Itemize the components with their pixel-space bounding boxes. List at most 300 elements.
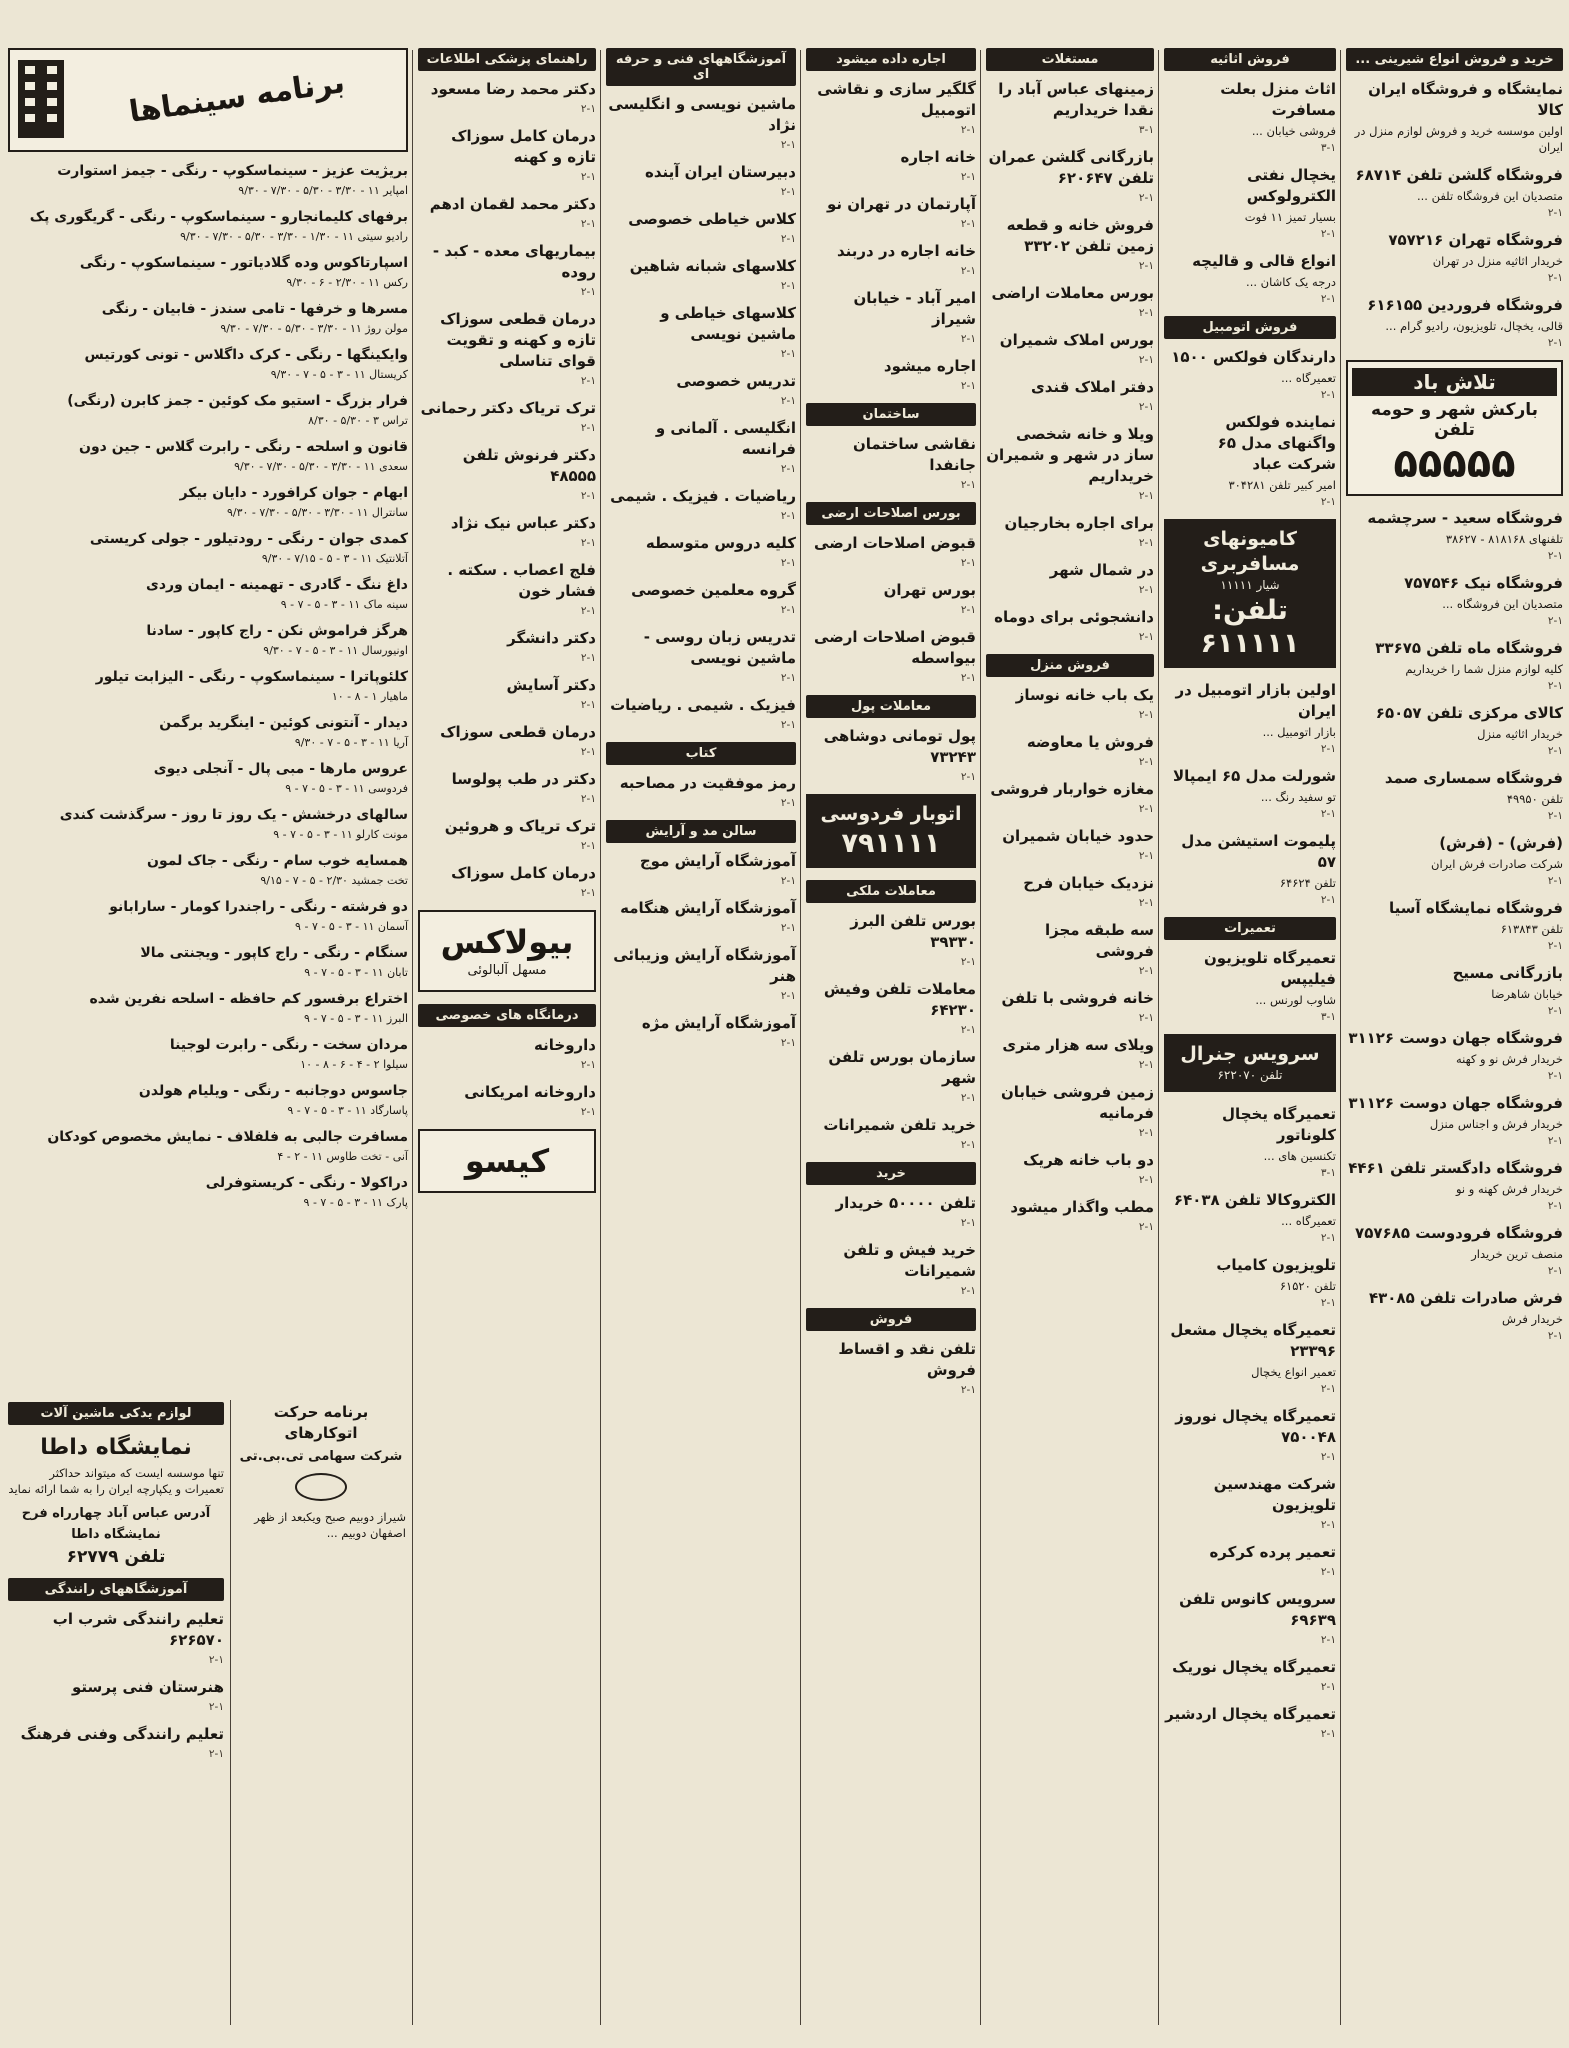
ad-title: درمان کامل سوزاک تازه و کهنه	[451, 127, 596, 166]
banner-phone: ۵۵۵۵۵	[1393, 441, 1516, 487]
film-showtimes: فردوسی ۱۱ - ۳ - ۵ - ۷ - ۹	[285, 782, 408, 795]
ad-code: ۲-۱	[780, 604, 796, 616]
column-heading: فروش اتومبیل	[1164, 316, 1336, 339]
ad-code: ۲-۱	[1138, 354, 1154, 366]
ad-title: ویلا و خانه شخصی ساز در شهر و شمیران خریداریم	[986, 425, 1154, 485]
ad-code: ۲-۱	[1547, 550, 1563, 562]
column-heading: بورس اصلاحات ارضی	[806, 502, 976, 525]
ad-title: تدریس خصوصی	[676, 372, 796, 390]
ad-title: فروشگاه جهان دوست ۳۱۱۲۶	[1348, 1029, 1563, 1047]
classified-ad	[418, 241, 596, 299]
film-title: همسایه خوب سام - رنگی - جاک لمون	[147, 853, 408, 869]
ad-title: بیماریهای معده - کبد - روده	[432, 242, 596, 281]
ad-body: تلفن ۴۹۹۵۰	[1506, 792, 1563, 806]
classified-ad	[606, 773, 796, 810]
ad-title: هنرستان فنی پرستو	[72, 1678, 224, 1696]
ad-title: فروشگاه ماه تلفن ۳۳۶۷۵	[1375, 639, 1563, 657]
film-title: مسرها و خرفها - تامی سندز - فابیان - رنگی	[101, 301, 408, 317]
classified-ad	[418, 513, 596, 550]
ad-title: نمایشگاه و فروشگاه ایران کالا	[1368, 80, 1563, 119]
ad-title: فروشگاه گلشن تلفن ۶۸۷۱۴	[1355, 166, 1563, 184]
ad-title: دانشجوئی برای دوماه	[994, 608, 1154, 626]
ad-body: تنها موسسه ایست که میتواند حداکثر تعمیرات و یکپارچه ایران را به شما ارائه نماید	[8, 1466, 224, 1496]
classified-ad	[806, 580, 976, 617]
ad-body: درجه یک کاشان ...	[1246, 275, 1336, 289]
classified-ad	[1164, 1104, 1336, 1180]
ad-title: درمان قطعی سوزاک	[440, 723, 596, 741]
ad-code: ۲-۱	[960, 1217, 976, 1229]
film-showtimes: تابان ۱۱ - ۳ - ۵ - ۷ - ۹	[304, 966, 408, 979]
ad-title: نمایشگاه داطا	[40, 1435, 192, 1460]
column-furniture-trade	[1342, 48, 1567, 2028]
film-listing	[8, 1082, 408, 1118]
classified-ad	[418, 863, 596, 900]
ad-code: ۲-۱	[960, 333, 976, 345]
ad-code: ۲-۱	[960, 771, 976, 783]
ad-title: مغازه خواربار فروشی	[990, 780, 1154, 798]
classified-ad	[1346, 295, 1563, 350]
moving-company-box	[806, 794, 976, 868]
film-listing	[8, 714, 408, 750]
ad-body: بسیار تمیز ۱۱ فوت	[1244, 210, 1336, 224]
ad-code: ۲-۱	[1547, 1070, 1563, 1082]
film-listing	[8, 162, 408, 198]
ad-code: ۲-۱	[960, 604, 976, 616]
ad-code: ۲-۱	[1320, 1297, 1336, 1309]
classified-ad	[986, 920, 1154, 978]
classified-ad	[986, 873, 1154, 910]
ad-code: ۲-۱	[1138, 490, 1154, 502]
column-sales-repairs	[1160, 48, 1340, 2028]
column-heading: فروش منزل	[986, 654, 1154, 677]
classified-ad	[986, 560, 1154, 597]
classified-ad	[1164, 1474, 1336, 1532]
film-title: جاسوس دوجانبه - رنگی - ویلیام هولدن	[138, 1083, 408, 1099]
transport-ad-box	[1164, 519, 1336, 668]
classified-ad	[1346, 1158, 1563, 1213]
ad-title: تعمیرگاه یخچال اردشیر	[1165, 1705, 1336, 1723]
box-subtitle: شیار ۱۱۱۱۱	[1220, 578, 1280, 592]
classified-ad	[986, 79, 1154, 137]
ad-code: ۲-۱	[580, 887, 596, 899]
ad-title: خرید تلفن شمیرانات	[823, 1116, 976, 1134]
ad-title: تعمیرگاه یخچال نوروز ۷۵۰۰۴۸	[1175, 1407, 1336, 1446]
classified-ad	[1346, 165, 1563, 220]
ad-title: قبوض اصلاحات ارضی بیواسطه	[814, 628, 976, 667]
ad-code: ۲-۱	[960, 479, 976, 491]
box-title: کامیونهای مسافربری	[1200, 528, 1300, 575]
classified-ad	[1164, 831, 1336, 907]
classified-ad	[418, 675, 596, 712]
ad-title: کلاسهای خیاطی و ماشین نویسی	[660, 304, 796, 343]
column-rule	[1340, 50, 1341, 2025]
film-showtimes: رکس ۱۱ - ۲/۳۰ - ۶ - ۹/۳۰	[286, 276, 408, 289]
ad-code: ۲-۱	[1547, 1135, 1563, 1147]
column-education	[602, 48, 800, 2028]
cinema-programme-header	[8, 48, 408, 152]
brand-logo: بیولاکس	[440, 923, 574, 961]
ad-code: ۲-۱	[580, 746, 596, 758]
classified-ad	[1346, 1093, 1563, 1148]
ad-body: امیر کبیر تلفن ۳۰۴۲۸۱	[1228, 478, 1336, 492]
ad-title: بازرگانی مسیح	[1452, 964, 1563, 982]
column-rule	[1158, 50, 1159, 2025]
column-heading: راهنمای پزشکی اطلاعات	[418, 48, 596, 71]
classified-ad	[8, 1677, 224, 1714]
ad-code: ۲-۱	[1547, 337, 1563, 349]
ad-code: ۲-۱	[780, 463, 796, 475]
ad-body: قالی، یخچال، تلویزیون، رادیو گرام ...	[1385, 319, 1563, 333]
film-title: کلئوپاترا - سینماسکوپ - رنگی - الیزابت تیلور	[95, 669, 408, 685]
classified-ad	[1164, 1320, 1336, 1396]
film-title: قانون و اسلحه - رنگی - رابرت گلاس - جین دون	[79, 439, 408, 455]
ad-title: فروشگاه دادگستر تلفن ۴۴۶۱	[1348, 1159, 1563, 1177]
classified-ad	[986, 283, 1154, 320]
laxative-ad	[418, 910, 596, 992]
ad-title: (فرش) - (فرش)	[1439, 834, 1563, 852]
ad-code: ۲-۱	[1320, 1383, 1336, 1395]
ad-code: ۲-۱	[1320, 389, 1336, 401]
classified-ad	[1164, 948, 1336, 1024]
ad-title: دکتر در طب پولوسا	[451, 770, 596, 788]
film-showtimes: آتلانتیک ۱۱ - ۳ - ۵ - ۷/۱۵ - ۹/۳۰	[261, 552, 408, 565]
film-title: مردان سخت - رنگی - رابرت لوجینا	[169, 1037, 408, 1053]
classified-ad	[986, 377, 1154, 414]
ad-title: بورس املاک شمیران	[999, 331, 1154, 349]
classified-ad	[418, 398, 596, 435]
film-showtimes: امپایر ۱۱ - ۳/۳۰ - ۵/۳۰ - ۷/۳۰ - ۹/۳۰	[238, 184, 408, 197]
ad-title: فروشگاه سعید - سرچشمه	[1367, 509, 1563, 527]
classified-ad	[418, 816, 596, 853]
ad-code: ۲-۱	[1138, 1127, 1154, 1139]
film-showtimes: کریستال ۱۱ - ۳ - ۵ - ۷ - ۹/۳۰	[270, 368, 408, 381]
ad-code: ۲-۱	[780, 233, 796, 245]
ad-title: فروشگاه سمساری صمد	[1384, 769, 1563, 787]
film-showtimes: پاسارگاد ۱۱ - ۳ - ۵ - ۷ - ۹	[287, 1104, 408, 1117]
ad-code: ۲-۱	[1138, 401, 1154, 413]
column-heading: لوازم یدکی ماشین آلات	[8, 1402, 224, 1425]
ad-title: سازمان بورس تلفن شهر	[828, 1048, 976, 1087]
general-service-box	[1164, 1034, 1336, 1092]
ad-code: ۲-۱	[1138, 260, 1154, 272]
ad-code: ۲-۱	[780, 186, 796, 198]
ad-title: دکتر عباس نیک نژاد	[450, 514, 596, 532]
ad-title: اولین بازار اتومبیل در ایران	[1175, 681, 1336, 720]
film-listing	[8, 622, 408, 658]
column-bus-schedule	[232, 1402, 410, 2022]
classified-ad	[1164, 79, 1336, 155]
film-showtimes: تخت جمشید ۲/۳۰ - ۵ - ۷ - ۹/۱۵	[260, 874, 408, 887]
ad-title: فروش یا معاوضه	[1026, 733, 1154, 751]
ad-code: ۲-۱	[780, 672, 796, 684]
ad-title: تعمیرگاه یخچال نوریک	[1172, 1658, 1336, 1676]
ad-code: ۲-۱	[960, 557, 976, 569]
film-listing	[8, 898, 408, 934]
classified-ad	[986, 330, 1154, 367]
ad-code: ۲-۱	[580, 840, 596, 852]
classified-ad	[986, 1082, 1154, 1140]
ad-title: آپارتمان در تهران نو	[826, 195, 976, 213]
film-showtimes: مولن روژ ۱۱ - ۳/۳۰ - ۵/۳۰ - ۷/۳۰ - ۹/۳۰	[220, 322, 408, 335]
ad-code: ۲-۱	[780, 348, 796, 360]
ad-title: فیزیک . شیمی . ریاضیات	[610, 696, 796, 714]
box-phone: تلفن: ۶۱۱۱۱۱	[1200, 595, 1300, 659]
ad-code: ۲-۱	[580, 699, 596, 711]
ad-title: اجاره میشود	[883, 357, 976, 375]
film-listing	[8, 1174, 408, 1210]
ad-code: ۲-۱	[1138, 1012, 1154, 1024]
ad-title: خانه فروشی با تلفن	[1001, 989, 1154, 1007]
classified-ad	[1164, 1255, 1336, 1310]
classified-ad	[1346, 963, 1563, 1018]
classified-ad	[418, 560, 596, 618]
ad-title: مطب واگذار میشود	[1010, 1198, 1154, 1216]
ad-body: خریدار فرش نو و کهنه	[1455, 1052, 1563, 1066]
ad-code: ۲-۱	[780, 922, 796, 934]
film-title: اختراع برفسور کم حافظه - اسلحه نفرین شده	[89, 991, 408, 1007]
brand-logo: کیسو	[464, 1142, 550, 1180]
ad-code: ۲-۱	[960, 265, 976, 277]
ad-body: منصف ترین خریدار	[1471, 1247, 1563, 1261]
classified-ad	[986, 1150, 1154, 1187]
ad-code: ۳-۱	[1320, 1167, 1336, 1179]
film-title: ابهام - جوان کرافورد - دایان بیکر	[179, 485, 408, 501]
ad-title: معاملات تلفن وفیش ۶۴۲۳۰	[823, 980, 976, 1019]
film-showtimes: آنی - تخت طاوس ۱۱ - ۲ - ۴	[277, 1150, 408, 1163]
classified-ad	[1164, 680, 1336, 756]
ad-title: دکتر آسایش	[506, 676, 596, 694]
ad-title: سرویس کانوس تلفن ۶۹۶۳۹	[1179, 1590, 1336, 1629]
ad-code: ۲-۱	[960, 1285, 976, 1297]
column-heading: معاملات پول	[806, 695, 976, 718]
classified-ad	[986, 607, 1154, 644]
classified-ad	[606, 851, 796, 888]
bus-schedule-title: برنامه حرکت اتوکارهای	[273, 1403, 369, 1442]
ad-title: رمز موفقیت در مصاحبه	[619, 774, 796, 792]
classified-ad	[806, 241, 976, 278]
ad-title: الکتروکالا تلفن ۶۴۰۳۸	[1173, 1191, 1336, 1209]
ad-title: تعلیم رانندگی شرب اب ۶۲۶۵۷۰	[52, 1610, 224, 1649]
classified-ad	[1346, 1288, 1563, 1343]
classified-ad	[1164, 766, 1336, 821]
ad-title: خانه اجاره در دربند	[837, 242, 976, 260]
classified-ad	[606, 1013, 796, 1050]
ad-body: خریدار فرش کهنه و نو	[1455, 1182, 1563, 1196]
ad-title: خرید فیش و تلفن شمیرانات	[843, 1241, 976, 1280]
film-title: کمدی جوان - رنگی - رودتیلور - جولی کریستی	[89, 531, 408, 547]
film-title: سالهای درخشش - یک روز تا روز - سرگذشت کندی	[59, 807, 408, 823]
ad-title: پول تومانی دوشاهی ۷۳۲۴۳	[823, 727, 976, 766]
classified-ad	[1346, 230, 1563, 285]
classified-ad	[606, 945, 796, 1003]
ad-code: ۲-۱	[1138, 1174, 1154, 1186]
classified-ad	[986, 732, 1154, 769]
ad-title: بازرگانی گلشن عمران تلفن ۶۲۰۶۴۷	[988, 148, 1154, 187]
classified-ad	[986, 424, 1154, 503]
ad-code: ۲-۱	[580, 286, 596, 298]
ad-code: ۲-۱	[1138, 631, 1154, 643]
ad-title: کالای مرکزی تلفن ۶۵۰۵۷	[1375, 704, 1563, 722]
column-real-estate	[982, 48, 1158, 2028]
ad-title: نزدیک خیابان فرح	[1023, 874, 1154, 892]
column-heading: آموزشگاههای رانندگی	[8, 1578, 224, 1601]
film-listing	[8, 990, 408, 1026]
film-listing	[8, 668, 408, 704]
ad-title: دکتر محمد لقمان ادهم	[429, 195, 596, 213]
ad-code: ۲-۱	[960, 672, 976, 684]
ad-code: ۲-۱	[1138, 537, 1154, 549]
ad-title: دو باب خانه هریک	[1023, 1151, 1154, 1169]
classified-ad	[1346, 508, 1563, 563]
ad-code: ۲-۱	[580, 652, 596, 664]
ad-title: فروشگاه فرودوست ۷۵۷۶۸۵	[1355, 1224, 1563, 1242]
classified-ad	[418, 126, 596, 184]
ad-title: زمین فروشی خیابان فرمانیه	[1000, 1083, 1154, 1122]
ad-title: تعمیرگاه یخچال کلوناتور	[1222, 1105, 1336, 1144]
film-title: مسافرت جالبی به فلفلاف - نمایش مخصوص کودکان	[47, 1129, 408, 1145]
film-showtimes: آریا ۱۱ - ۳ - ۵ - ۷ - ۹/۳۰	[294, 736, 408, 749]
ad-code: ۲-۱	[1547, 810, 1563, 822]
classified-ad	[606, 303, 796, 361]
ad-title: تلویزیون کامیاب	[1216, 1256, 1336, 1274]
ad-title: ترک تریاک دکتر رحمانی	[420, 399, 596, 417]
ad-code: ۲-۱	[780, 510, 796, 522]
ad-code: ۲-۱	[1138, 756, 1154, 768]
ad-body: شاوب لورنس ...	[1255, 993, 1336, 1007]
box-phone: ۷۹۱۱۱۱	[841, 828, 941, 859]
ad-title: درمان قطعی سوزاک تازه و کهنه و تقویت قوای تناسلی	[440, 310, 596, 370]
classified-ad	[1164, 1190, 1336, 1245]
ad-title: فروشگاه تهران ۷۵۷۲۱۶	[1388, 231, 1563, 249]
classified-ad	[606, 418, 796, 476]
film-strip-icon	[18, 60, 64, 138]
classified-ad	[986, 826, 1154, 863]
classified-ad	[606, 898, 796, 935]
ad-code: ۲-۱	[208, 1654, 224, 1666]
ad-body: بازار اتومبیل ...	[1262, 725, 1336, 739]
ad-code: ۳-۱	[1320, 1011, 1336, 1023]
ad-title: فرش صادرات تلفن ۴۳۰۸۵	[1368, 1289, 1563, 1307]
ad-code: ۲-۱	[1320, 1232, 1336, 1244]
ad-title: آموزشگاه آرایش مژه	[641, 1014, 796, 1032]
ad-code: ۲-۱	[580, 490, 596, 502]
banner-title: تلاش باد	[1352, 368, 1557, 396]
brand-tagline: مسهل آلبالوئی	[467, 963, 547, 978]
classified-ad	[606, 371, 796, 408]
ad-body: تلفنهای ۸۱۸۱۶۸ - ۳۸۶۲۷	[1445, 532, 1563, 546]
classified-ad	[806, 911, 976, 969]
ad-code: ۲-۱	[1138, 709, 1154, 721]
ad-body: کلیه لوازم منزل شما را خریداریم	[1405, 662, 1563, 676]
ad-code: ۲-۱	[1138, 584, 1154, 596]
ad-title: کلیه دروس متوسطه	[645, 534, 796, 552]
ad-body: خریدار اثاثیه منزل	[1477, 727, 1563, 741]
ad-body: تعمیر انواع یخچال	[1251, 1365, 1336, 1379]
column-heading: سالن مد و آرایش	[606, 820, 796, 843]
film-listing	[8, 1036, 408, 1072]
ad-code: ۲-۱	[1547, 745, 1563, 757]
ad-title: درمان کامل سوزاک	[451, 864, 596, 882]
ad-title: یک باب خانه نوساز	[1015, 686, 1154, 704]
film-listing	[8, 852, 408, 888]
ad-title: پلیموت استیشن مدل ۵۷	[1181, 832, 1336, 871]
classified-ad	[8, 1609, 224, 1667]
ad-body: خیابان شاهرضا	[1491, 987, 1563, 1001]
column-heading: فروش	[806, 1308, 976, 1331]
ad-code: ۲-۱	[1547, 207, 1563, 219]
classified-ad	[806, 533, 976, 570]
ad-code: ۲-۱	[580, 537, 596, 549]
ad-body: تو سفید رنگ ...	[1260, 790, 1336, 804]
ad-code: ۲-۱	[1320, 293, 1336, 305]
ad-title: فروشگاه نیک ۷۵۷۵۴۶	[1404, 574, 1563, 592]
ad-code: ۳-۱	[1320, 142, 1336, 154]
ad-title: آموزشگاه آرایش وزیبائی هنر	[613, 946, 796, 985]
column-heading: فروش اثاثیه	[1164, 48, 1336, 71]
ad-code: ۲-۱	[1320, 228, 1336, 240]
bus-logo-icon	[295, 1473, 347, 1501]
ad-title: دفتر املاک قندی	[1031, 378, 1154, 396]
classified-ad	[986, 1035, 1154, 1072]
ad-title: آموزشگاه آرایش هنگامه	[620, 899, 796, 917]
bus-company: شرکت سهامی تی.بی.تی	[239, 1449, 403, 1464]
ad-code: ۲-۱	[1547, 875, 1563, 887]
ad-code: ۲-۱	[780, 280, 796, 292]
film-listing	[8, 806, 408, 842]
ad-code: ۲-۱	[1320, 808, 1336, 820]
ad-body: تلفن ۶۱۵۲۰	[1279, 1279, 1336, 1293]
ad-code: ۲-۱	[580, 1059, 596, 1071]
ad-code: ۲-۱	[1320, 1566, 1336, 1578]
ad-title: دکتر دانشگر	[507, 629, 596, 647]
ad-code: ۲-۱	[960, 1139, 976, 1151]
ad-body: تکنسین های ...	[1263, 1149, 1336, 1163]
classified-ad	[418, 79, 596, 116]
column-heading: مستغلات	[986, 48, 1154, 71]
film-showtimes: اونیورسال ۱۱ - ۳ - ۵ - ۷ - ۹/۳۰	[263, 644, 408, 657]
ad-code: ۲-۱	[1138, 897, 1154, 909]
classified-ad	[606, 486, 796, 523]
ad-body: تلفن ۶۱۳۸۴۳	[1500, 922, 1563, 936]
classified-ad	[806, 79, 976, 137]
ad-title: قبوض اصلاحات ارضی	[814, 534, 976, 552]
column-rule	[800, 50, 801, 2025]
column-rule	[980, 50, 981, 2025]
column-heading: ساختمان	[806, 403, 976, 426]
ad-title: تعلیم رانندگی وفنی فرهنگ	[20, 1725, 224, 1743]
ad-code: ۲-۱	[208, 1748, 224, 1760]
ad-title: تلفن نقد و اقساط فروش	[838, 1340, 976, 1379]
ad-title: خانه اجاره	[900, 148, 976, 166]
ad-title: انواع قالی و قالیچه	[1192, 252, 1336, 270]
ad-address: آدرس عباس آباد چهارراه فرح نمایشگاه داطا	[21, 1506, 211, 1542]
ad-title: تعمیر پرده کرکره	[1209, 1543, 1336, 1561]
classified-ad	[418, 309, 596, 388]
film-listing	[8, 1128, 408, 1164]
ad-title: شورلت مدل ۶۵ ایمپالا	[1172, 767, 1336, 785]
ad-body: خریدار فرش و اجناس منزل	[1429, 1117, 1563, 1131]
column-rule	[600, 50, 601, 2025]
ad-title: بورس تهران	[883, 581, 976, 599]
classified-ad	[806, 147, 976, 184]
ad-title: داروخانه امریکانی	[464, 1083, 596, 1101]
film-showtimes: سیلوا ۲ - ۴ - ۶ - ۸ - ۱۰	[300, 1058, 408, 1071]
classified-ad	[1164, 165, 1336, 241]
ad-code: ۲-۱	[960, 956, 976, 968]
ad-title: تلفن ۵۰۰۰۰ خریدار	[835, 1194, 976, 1212]
ad-title: دکتر فرنوش تلفن ۴۸۵۵۵	[462, 446, 596, 485]
classified-ad	[1346, 1223, 1563, 1278]
